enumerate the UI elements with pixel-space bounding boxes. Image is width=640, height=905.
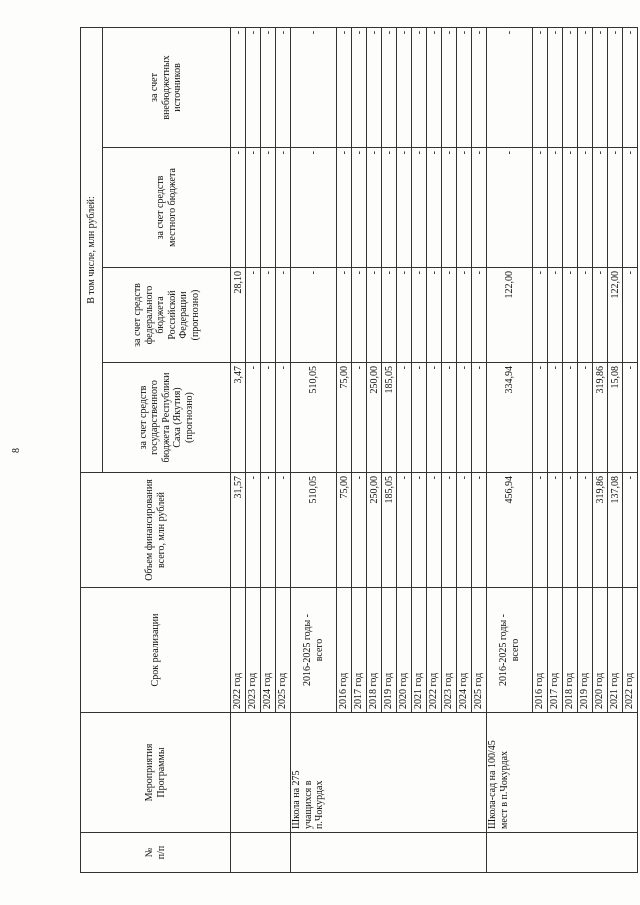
period-cell: 2022 год (231, 588, 246, 713)
total-cell: 456,94 (487, 473, 533, 588)
header-activity: Мероприятия Программы (81, 713, 231, 833)
period-cell: 2022 год (427, 588, 442, 713)
period-cell: 2019 год (578, 588, 593, 713)
activity-cell: Школа-сад на 100/45 мест в п.Чокурдах (487, 713, 638, 833)
local-budget-cell: - (352, 148, 367, 268)
local-budget-cell: - (261, 148, 276, 268)
extra-budget-cell: - (442, 27, 457, 147)
total-cell: 185,05 (382, 473, 397, 588)
local-budget-cell: - (442, 148, 457, 268)
activity-cell (231, 713, 291, 833)
total-cell: - (352, 473, 367, 588)
local-budget-cell: - (382, 148, 397, 268)
federal-budget-cell: - (623, 268, 638, 363)
republic-budget-cell: - (472, 363, 487, 473)
extra-budget-cell: - (367, 27, 382, 147)
period-cell: 2025 год (472, 588, 487, 713)
total-cell: - (427, 473, 442, 588)
republic-budget-cell: 250,00 (367, 363, 382, 473)
header-period: Срок реализации (81, 588, 231, 713)
total-cell: - (563, 473, 578, 588)
federal-budget-cell: - (472, 268, 487, 363)
extra-budget-cell: - (548, 27, 563, 147)
extra-budget-cell: - (487, 27, 533, 147)
federal-budget-cell: 122,00 (487, 268, 533, 363)
period-cell: 2016 год (337, 588, 352, 713)
total-cell: - (472, 473, 487, 588)
republic-budget-cell: - (548, 363, 563, 473)
header-total: Объем финансирования всего, млн рублей (81, 473, 231, 588)
republic-budget-cell: - (352, 363, 367, 473)
header-federal: за счет средств федерального бюджета Российской Федерации (прогнозно) (103, 268, 231, 363)
federal-budget-cell: - (291, 268, 337, 363)
period-cell: 2023 год (442, 588, 457, 713)
period-cell: 2016-2025 годы - всего (291, 588, 337, 713)
row-number-cell (231, 833, 291, 873)
local-budget-cell: - (533, 148, 548, 268)
extra-budget-cell: - (593, 27, 608, 147)
republic-budget-cell: 334,94 (487, 363, 533, 473)
local-budget-cell: - (367, 148, 382, 268)
header-num: № п/п (81, 833, 231, 873)
total-cell: 250,00 (367, 473, 382, 588)
period-cell: 2018 год (367, 588, 382, 713)
extra-budget-cell: - (578, 27, 593, 147)
extra-budget-cell: - (623, 27, 638, 147)
local-budget-cell: - (593, 148, 608, 268)
extra-budget-cell: - (472, 27, 487, 147)
total-cell: - (397, 473, 412, 588)
rotated-table-container (80, 28, 636, 873)
financing-table (80, 27, 638, 873)
extra-budget-cell: - (276, 27, 291, 147)
republic-budget-cell: 75,00 (337, 363, 352, 473)
republic-budget-cell: - (623, 363, 638, 473)
total-cell: 319,86 (593, 473, 608, 588)
total-cell: - (261, 473, 276, 588)
total-cell: - (276, 473, 291, 588)
extra-budget-cell: - (246, 27, 261, 147)
extra-budget-cell: - (397, 27, 412, 147)
row-number-cell (487, 833, 638, 873)
extra-budget-cell: - (427, 27, 442, 147)
table-row (231, 27, 246, 872)
total-cell: - (442, 473, 457, 588)
extra-budget-cell: - (231, 27, 246, 147)
federal-budget-cell: - (533, 268, 548, 363)
period-cell: 2020 год (397, 588, 412, 713)
local-budget-cell: - (231, 148, 246, 268)
extra-budget-cell: - (291, 27, 337, 147)
federal-budget-cell: 28,10 (231, 268, 246, 363)
period-cell: 2018 год (563, 588, 578, 713)
local-budget-cell: - (548, 148, 563, 268)
federal-budget-cell: - (593, 268, 608, 363)
federal-budget-cell: - (276, 268, 291, 363)
total-cell: - (246, 473, 261, 588)
table-body (231, 27, 638, 872)
local-budget-cell: - (337, 148, 352, 268)
period-cell: 2021 год (608, 588, 623, 713)
republic-budget-cell: - (442, 363, 457, 473)
local-budget-cell: - (412, 148, 427, 268)
local-budget-cell: - (276, 148, 291, 268)
extra-budget-cell: - (337, 27, 352, 147)
republic-budget-cell: - (457, 363, 472, 473)
extra-budget-cell: - (382, 27, 397, 147)
republic-budget-cell: - (427, 363, 442, 473)
local-budget-cell: - (608, 148, 623, 268)
federal-budget-cell: - (442, 268, 457, 363)
period-cell: 2024 год (457, 588, 472, 713)
republic-budget-cell: - (276, 363, 291, 473)
republic-budget-cell: - (578, 363, 593, 473)
local-budget-cell: - (397, 148, 412, 268)
republic-budget-cell: 185,05 (382, 363, 397, 473)
period-cell: 2023 год (246, 588, 261, 713)
federal-budget-cell: - (457, 268, 472, 363)
total-cell: - (457, 473, 472, 588)
local-budget-cell: - (623, 148, 638, 268)
total-cell: 31,57 (231, 473, 246, 588)
federal-budget-cell: - (578, 268, 593, 363)
period-cell: 2017 год (352, 588, 367, 713)
table-row (291, 27, 337, 872)
federal-budget-cell: - (427, 268, 442, 363)
federal-budget-cell: - (337, 268, 352, 363)
republic-budget-cell: 510,05 (291, 363, 337, 473)
local-budget-cell: - (291, 148, 337, 268)
republic-budget-cell: 15,08 (608, 363, 623, 473)
local-budget-cell: - (246, 148, 261, 268)
table-row (487, 27, 533, 872)
extra-budget-cell: - (261, 27, 276, 147)
local-budget-cell: - (472, 148, 487, 268)
header-republic: за счет средств государственного бюджета Республики Саха (Якутия) (прогнозно) (103, 363, 231, 473)
header-including: В том числе, млн рублей: (81, 27, 103, 472)
republic-budget-cell: - (563, 363, 578, 473)
republic-budget-cell: - (412, 363, 427, 473)
republic-budget-cell: - (261, 363, 276, 473)
period-cell: 2016 год (533, 588, 548, 713)
federal-budget-cell: - (548, 268, 563, 363)
activity-cell: Школа на 275 учащихся в п.Чокурдах (291, 713, 487, 833)
period-cell: 2017 год (548, 588, 563, 713)
period-cell: 2020 год (593, 588, 608, 713)
federal-budget-cell: - (382, 268, 397, 363)
total-cell: - (412, 473, 427, 588)
period-cell: 2025 год (276, 588, 291, 713)
period-cell: 2021 год (412, 588, 427, 713)
federal-budget-cell: - (246, 268, 261, 363)
period-cell: 2024 год (261, 588, 276, 713)
total-cell: 137,08 (608, 473, 623, 588)
total-cell: - (548, 473, 563, 588)
period-cell: 2019 год (382, 588, 397, 713)
federal-budget-cell: - (563, 268, 578, 363)
total-cell: 510,05 (291, 473, 337, 588)
total-cell: - (623, 473, 638, 588)
total-cell: - (533, 473, 548, 588)
republic-budget-cell: 3,47 (231, 363, 246, 473)
federal-budget-cell: - (412, 268, 427, 363)
total-cell: - (578, 473, 593, 588)
federal-budget-cell: - (367, 268, 382, 363)
local-budget-cell: - (487, 148, 533, 268)
local-budget-cell: - (427, 148, 442, 268)
republic-budget-cell: 319,86 (593, 363, 608, 473)
extra-budget-cell: - (457, 27, 472, 147)
header-local: за счет средств местного бюджета (103, 148, 231, 268)
page-number: 8 (11, 448, 22, 453)
extra-budget-cell: - (412, 27, 427, 147)
total-cell: 75,00 (337, 473, 352, 588)
republic-budget-cell: - (397, 363, 412, 473)
federal-budget-cell: - (261, 268, 276, 363)
extra-budget-cell: - (608, 27, 623, 147)
header-extra: за счет внебюджетных источников (103, 27, 231, 147)
federal-budget-cell: - (352, 268, 367, 363)
period-cell: 2016-2025 годы - всего (487, 588, 533, 713)
local-budget-cell: - (578, 148, 593, 268)
extra-budget-cell: - (563, 27, 578, 147)
period-cell: 2022 год (623, 588, 638, 713)
republic-budget-cell: - (533, 363, 548, 473)
republic-budget-cell: - (246, 363, 261, 473)
local-budget-cell: - (457, 148, 472, 268)
extra-budget-cell: - (352, 27, 367, 147)
federal-budget-cell: - (397, 268, 412, 363)
row-number-cell (291, 833, 487, 873)
extra-budget-cell: - (533, 27, 548, 147)
local-budget-cell: - (563, 148, 578, 268)
federal-budget-cell: 122,00 (608, 268, 623, 363)
